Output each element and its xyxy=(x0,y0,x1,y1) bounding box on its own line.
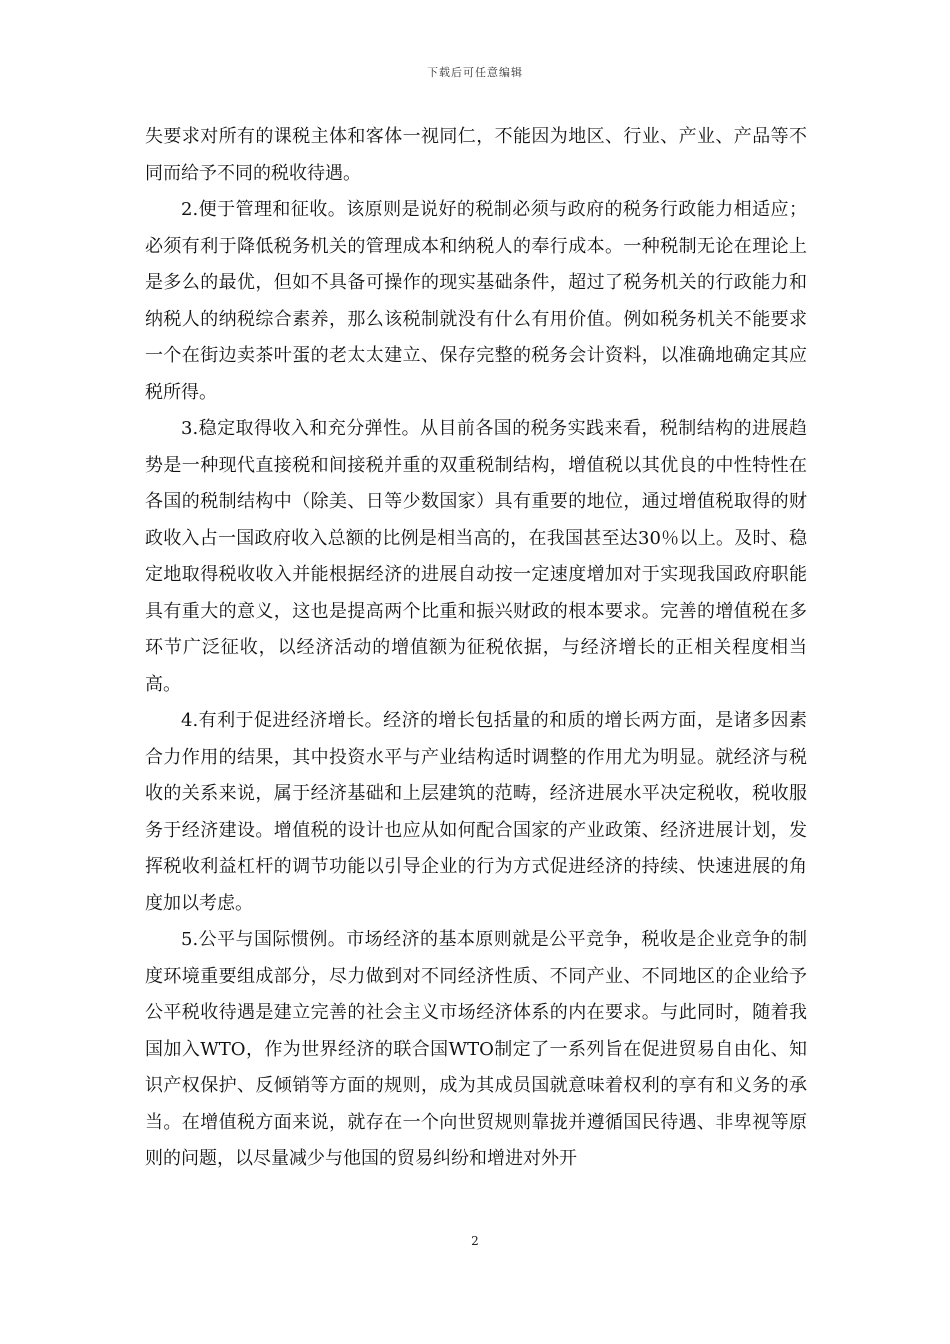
paragraph-4-economic-growth: 4.有利于促进经济增长。经济的增长包括量的和质的增长两方面，是诸多因素合力作用的结果，其中投资水平与产业结构适时调整的作用尤为明显。就经济与税收的关系来说，属于经济基础和上层建筑的范畴，经济进展水平决定税收，税收服务于经济建设。增值税的设计也应从如何配合国家的产业政策、经济进展计划，发挥税收利益杠杆的调节功能以引导企业的行为方式促进经济的持续、快速进展的角度加以考虑。 xyxy=(145,710,807,914)
paragraph-continuation: 失要求对所有的课税主体和客体一视同仁，不能因为地区、行业、产业、产品等不同而给予不同的税收待遇。 xyxy=(145,126,807,184)
page-number: 2 xyxy=(471,1234,479,1248)
page-header: 下载后可任意编辑 xyxy=(427,66,523,79)
paragraph-2-management: 2.便于管理和征收。该原则是说好的税制必须与政府的税务行政能力相适应；必须有利于降低税务机关的管理成本和纳税人的奉行成本。一种税制无论在理论上是多么的最优，但如不具备可操作的现实基础条件，超过了税务机关的行政能力和纳税人的纳税综合素养，那么该税制就没有什么有用价值。例如税务机关不能要求一个在街边卖茶叶蛋的老太太建立、保存完整的税务会计资料，以准确地确定其应税所得。 xyxy=(145,199,807,403)
paragraph-3-stable-revenue: 3.稳定取得收入和充分弹性。从目前各国的税务实践来看，税制结构的进展趋势是一种现代直接税和间接税并重的双重税制结构，增值税以其优良的中性特性在各国的税制结构中（除美、日等少数国家）具有重要的地位，通过增值税取得的财政收入占一国政府收入总额的比例是相当高的，在我国甚至达30％以上。及时、稳定地取得税收收入并能根据经济的进展自动按一定速度增加对于实现我国政府职能具有重大的意义，这也是提高两个比重和振兴财政的根本要求。完善的增值税在多环节广泛征收，以经济活动的增值额为征税依据，与经济增长的正相关程度相当高。 xyxy=(145,418,807,695)
paragraph-5-fairness: 5.公平与国际惯例。市场经济的基本原则就是公平竞争，税收是企业竞争的制度环境重要组成部分，尽力做到对不同经济性质、不同产业、不同地区的企业给予公平税收待遇是建立完善的社会主义市场经济体系的内在要求。与此同时，随着我国加入WTO，作为世界经济的联合国WTO制定了一系列旨在促进贸易自由化、知识产权保护、反倾销等方面的规则，成为其成员国就意味着权利的享有和义务的承当。在增值税方面来说，就存在一个向世贸规则靠拢并遵循国民待遇、非卑视等原则的问题，以尽量减少与他国的贸易纠纷和增进对外开 xyxy=(145,929,807,1169)
document-body xyxy=(145,119,807,1178)
